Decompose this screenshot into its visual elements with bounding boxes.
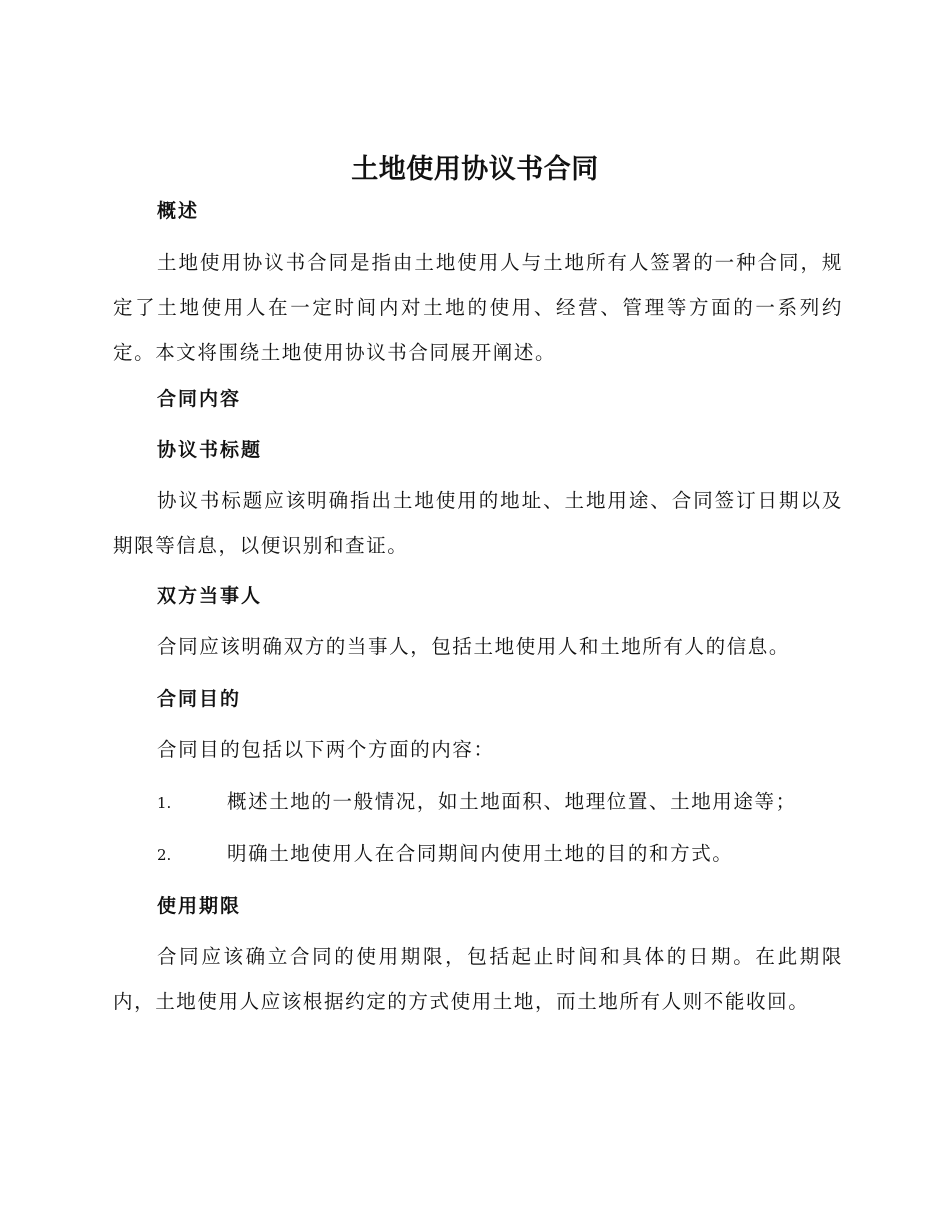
overview-paragraph: 土地使用协议书合同是指由土地使用人与土地所有人签署的一种合同，规定了土地使用人在一定时间内对土地的使用、经营、管理等方面的一系列约定。本文将围绕土地使用协议书合同展开阐述。 bbox=[113, 251, 843, 364]
parties-paragraph: 合同应该明确双方的当事人，包括土地使用人和土地所有人的信息。 bbox=[157, 635, 791, 658]
list-item bbox=[157, 788, 857, 817]
contract-content-heading: 合同内容 bbox=[157, 388, 242, 410]
list-item-text: 明确土地使用人在合同期间内使用土地的目的和方式。 bbox=[227, 842, 734, 865]
parties-heading: 双方当事人 bbox=[157, 585, 263, 607]
overview-heading: 概述 bbox=[157, 200, 200, 222]
term-paragraph: 合同应该确立合同的使用期限，包括起止时间和具体的日期。在此期限内，土地使用人应该根据约定的方式使用土地，而土地所有人则不能收回。 bbox=[113, 945, 843, 1013]
agreement-title-paragraph: 协议书标题应该明确指出土地使用的地址、土地用途、合同签订日期以及期限等信息，以便识别和查证。 bbox=[113, 489, 843, 557]
list-item bbox=[157, 840, 857, 869]
list-item-number: 2. bbox=[157, 846, 172, 864]
list-item-number: 1. bbox=[157, 794, 172, 812]
list-item-text: 概述土地的一般情况，如土地面积、地理位置、土地用途等； bbox=[227, 790, 797, 813]
purpose-intro: 合同目的包括以下两个方面的内容： bbox=[157, 738, 495, 761]
purpose-heading: 合同目的 bbox=[157, 688, 242, 710]
document-title: 土地使用协议书合同 bbox=[351, 154, 599, 185]
agreement-title-heading: 协议书标题 bbox=[157, 439, 263, 461]
term-heading: 使用期限 bbox=[157, 895, 242, 917]
